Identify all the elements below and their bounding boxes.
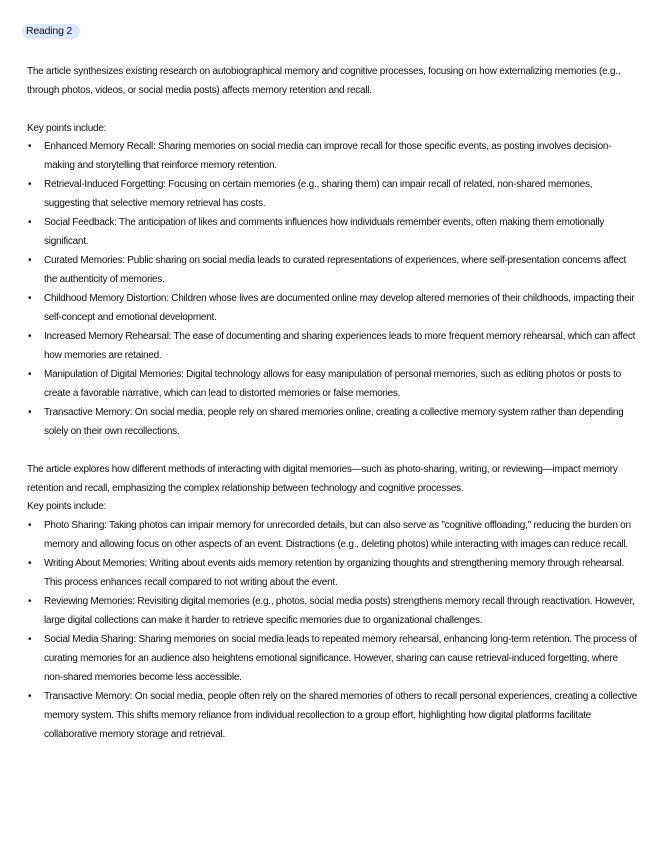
- section2-key-points-list: [27, 516, 639, 744]
- list-item: [27, 554, 639, 592]
- list-item-text: Transactive Memory: On social media, people rely on shared memories online, creating a collective memory system rather than depending solely on their own recollections.: [44, 407, 624, 437]
- list-item: [27, 251, 639, 289]
- list-item: [27, 213, 639, 251]
- bullet-icon: •: [28, 596, 32, 607]
- section1-key-points-label: Key points include:: [27, 123, 107, 134]
- bullet-icon: •: [28, 634, 32, 645]
- bullet-icon: •: [28, 369, 32, 380]
- list-item-text: Transactive Memory: On social media, people often rely on the shared memories of others to recall personal experiences, creating a collective memory system. This shifts memory reliance from individual recollection to a group effort, highlighting how digital platforms facilitate collaborative memory storage and retrieval.: [44, 691, 638, 740]
- list-item-text: Social Media Sharing: Sharing memories on social media leads to repeated memory rehearsal, enhancing long-term retention. The process of curating memories for an audience also heightens emotional significance. However, sharing can cause retrieval-induced forgetting, where non-shared memories become less accessible.: [44, 634, 637, 683]
- bullet-icon: •: [28, 179, 32, 190]
- list-item-text: Photo Sharing: Taking photos can impair memory for unrecorded details, but can also serve as "cognitive offloading," reducing the burden on memory and allowing focus on other aspects of an event. Distractions (e.g., deleting photos) while interacting with images can reduce recall.: [44, 520, 631, 550]
- list-item: [27, 289, 639, 327]
- list-item: [27, 687, 639, 744]
- list-item: [27, 592, 639, 630]
- list-item-text: Social Feedback: The anticipation of likes and comments influences how individuals remember events, often making them emotionally significant.: [44, 217, 605, 247]
- list-item-text: Increased Memory Rehearsal: The ease of documenting and sharing experiences leads to more frequent memory rehearsal, which can affect how memories are retained.: [44, 331, 636, 361]
- list-item: [27, 630, 639, 687]
- section2-intro: The article explores how different methods of interacting with digital memories—such as photo-sharing, writing, or reviewing—impact memory retention and recall, emphasizing the complex relationship between technology and cognitive processes.: [27, 464, 618, 494]
- list-item-text: Childhood Memory Distortion: Children whose lives are documented online may develop altered memories of their childhoods, impacting their self-concept and emotional development.: [44, 293, 635, 323]
- section2-key-points-label: Key points include:: [27, 501, 107, 512]
- list-item-text: Curated Memories: Public sharing on social media leads to curated representations of experiences, where self-presentation concerns affect the authenticity of memories.: [44, 255, 627, 285]
- bullet-icon: •: [28, 407, 32, 418]
- bullet-icon: •: [28, 141, 32, 152]
- list-item: [27, 365, 639, 403]
- section1-key-points-list: [27, 137, 639, 441]
- bullet-icon: •: [28, 520, 32, 531]
- list-item-text: Reviewing Memories: Revisiting digital memories (e.g., photos, social media posts) strengthens memory recall through reactivation. However, large digital collections can make it harder to retrieve specific memories due to organizational challenges.: [44, 596, 635, 626]
- bullet-icon: •: [28, 255, 32, 266]
- list-item: [27, 403, 639, 441]
- list-item: [27, 327, 639, 365]
- bullet-icon: •: [28, 217, 32, 228]
- list-item: [27, 175, 639, 213]
- list-item: [27, 137, 639, 175]
- bullet-icon: •: [28, 558, 32, 569]
- list-item-text: Enhanced Memory Recall: Sharing memories on social media can improve recall for those specific events, as posting involves decision-making and storytelling that reinforce memory retention.: [44, 141, 612, 171]
- reading-heading: Reading 2: [22, 24, 80, 39]
- bullet-icon: •: [28, 691, 32, 702]
- list-item: [27, 516, 639, 554]
- section1-intro: The article synthesizes existing research on autobiographical memory and cognitive processes, focusing on how externalizing memories (e.g., through photos, videos, or social media posts) affects memory retention and recall.: [27, 66, 621, 96]
- bullet-icon: •: [28, 331, 32, 342]
- bullet-icon: •: [28, 293, 32, 304]
- list-item-text: Retrieval-Induced Forgetting: Focusing on certain memories (e.g., sharing them) can impair recall of related, non-shared memories, suggesting that selective memory retrieval has costs.: [44, 179, 593, 209]
- list-item-text: Manipulation of Digital Memories: Digital technology allows for easy manipulation of personal memories, such as editing photos or posts to create a favorable narrative, which can lead to distorted memories or false memories.: [44, 369, 621, 399]
- list-item-text: Writing About Memories: Writing about events aids memory retention by organizing thoughts and strengthening memory through rehearsal. This process enhances recall compared to not writing about the event.: [44, 558, 625, 588]
